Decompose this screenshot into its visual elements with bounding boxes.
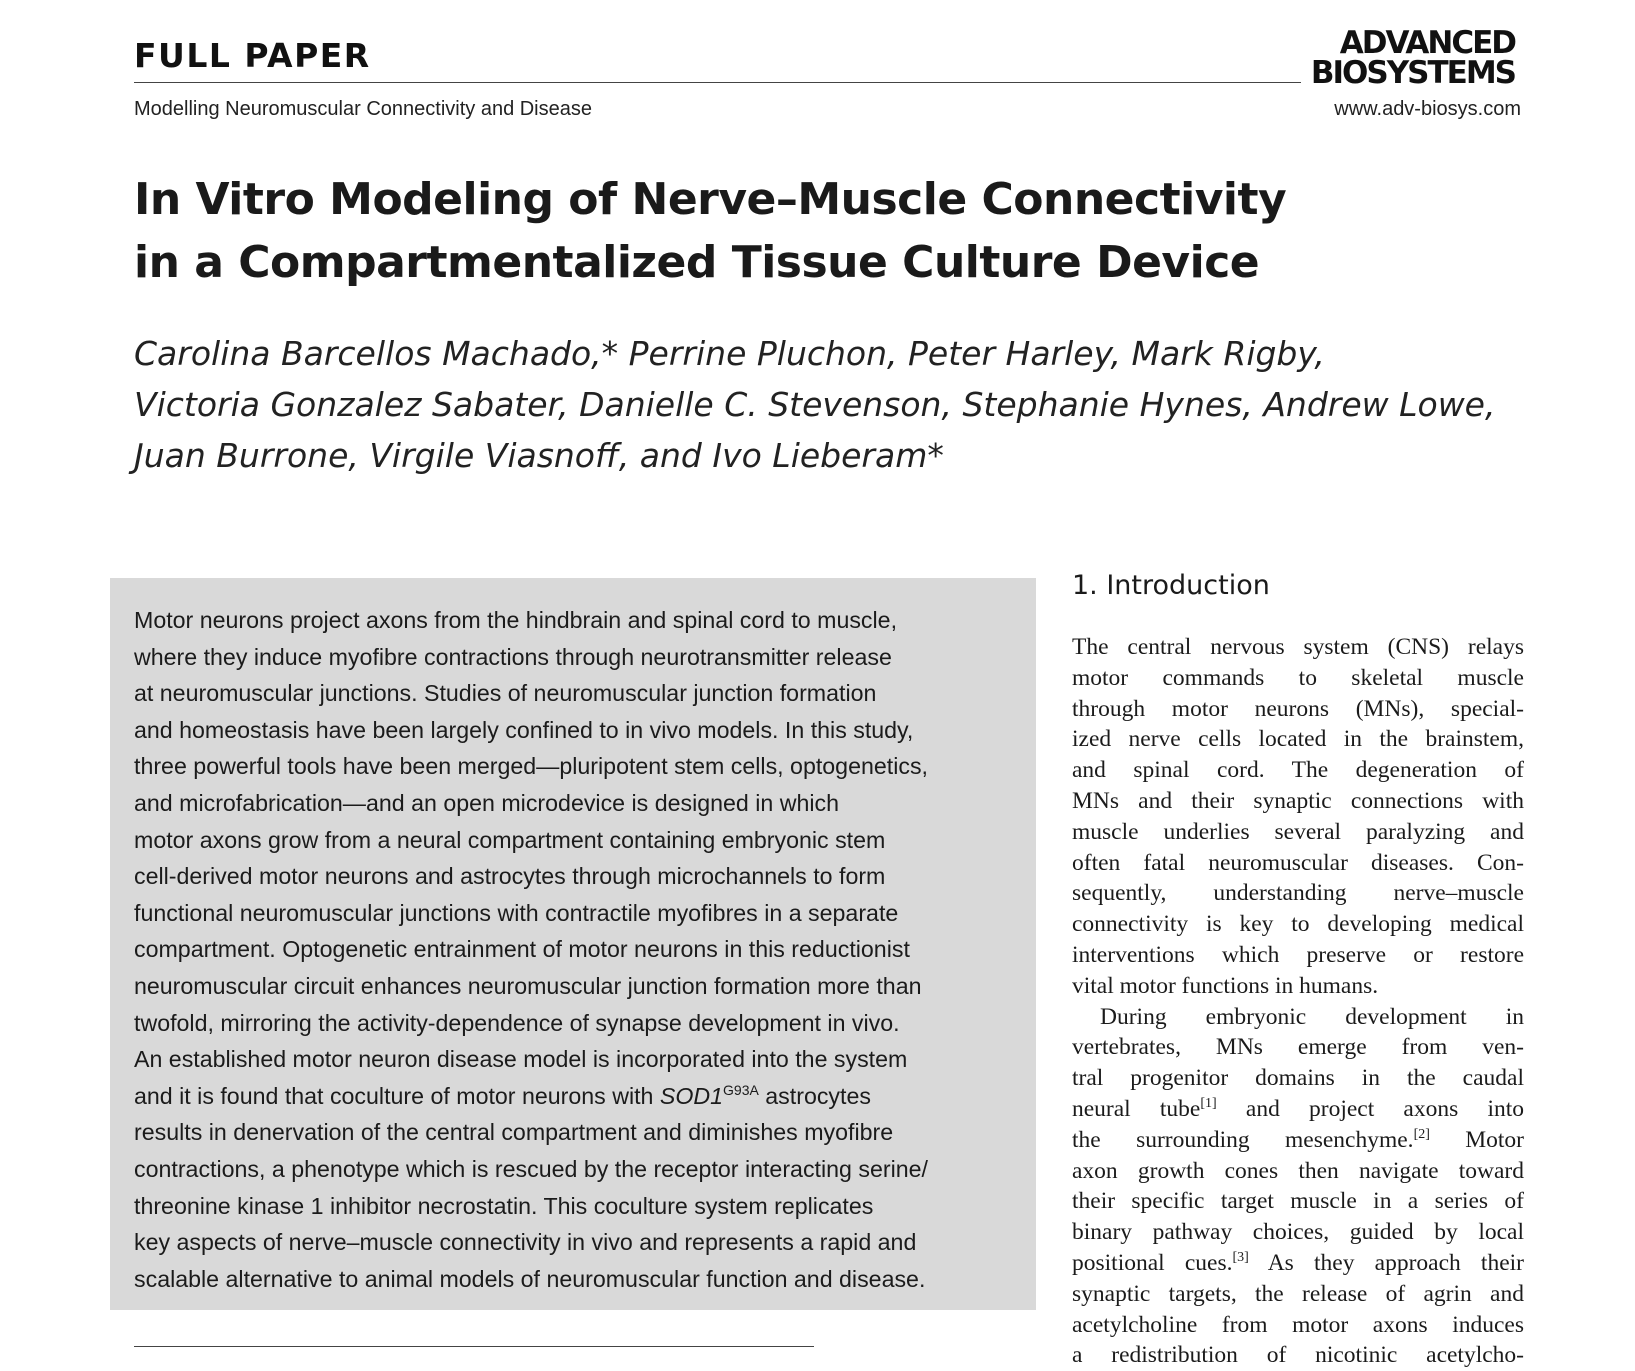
citation-ref[interactable]: [1] [1200,1095,1217,1111]
body-line [1072,1125,1524,1156]
abstract-line: An established motor neuron disease model is incorporated into the system [134,1046,908,1073]
author-line: Victoria Gonzalez Sabater, Danielle C. Stevenson, Stephanie Hynes, Andrew Lowe, [134,385,1496,424]
running-head: Modelling Neuromuscular Connectivity and Disease [134,98,592,120]
abstract-line: compartment. Optogenetic entrainment of motor neurons in this reductionist [134,936,910,963]
footnote-rule [134,1346,814,1347]
body-line: through motor neurons (MNs), special- [1072,695,1524,722]
abstract-line: neuromuscular circuit enhances neuromuscular junction formation more than [134,972,922,999]
body-line: axon growth cones then navigate toward [1072,1157,1524,1184]
title-line: in a Compartmentalized Tissue Culture Device [134,237,1260,288]
journal-logo [1305,25,1515,91]
body-line-text: Motor [1429,1126,1524,1153]
body-line: vital motor functions in humans. [1072,972,1379,999]
author-list [134,328,1554,481]
body-line: connectivity is key to developing medical [1072,911,1524,938]
body-line: interventions which preserve or restore [1072,941,1524,968]
body-line-text: the surrounding mesenchyme. [1072,1126,1414,1153]
body-line: synaptic targets, the release of agrin and [1072,1280,1524,1307]
body-line: their specific target muscle in a series of [1072,1188,1524,1215]
logo-line-2: BIOSYSTEMS [1310,55,1515,91]
body-line-text: and project axons into [1216,1095,1524,1122]
abstract-line: and homeostasis have been largely confined to in vivo models. In this study, [134,716,914,743]
abstract-line [134,1078,1034,1115]
abstract-line: motor axons grow from a neural compartment containing embryonic stem [134,826,886,853]
abstract-line: results in denervation of the central compartment and diminishes myofibre [134,1119,894,1146]
abstract-line: at neuromuscular junctions. Studies of neuromuscular junction formation [134,680,877,707]
body-line: tral progenitor domains in the caudal [1072,1065,1524,1092]
body-line: sequently, understanding nerve–muscle [1072,880,1524,907]
title-line: In Vitro Modeling of Nerve–Muscle Connectivity [134,174,1287,225]
section-label: FULL PAPER [134,36,371,75]
abstract-line: key aspects of nerve–muscle connectivity in vivo and represents a rapid and [134,1229,917,1256]
logo-line-1: ADVANCED [1339,25,1515,61]
abstract-line-text: astrocytes [758,1082,871,1109]
body-line: MNs and their synaptic connections with [1072,787,1524,814]
abstract-text [134,602,1034,1297]
body-line: vertebrates, MNs emerge from ven- [1072,1034,1524,1061]
body-line [1072,1248,1524,1279]
body-line: muscle underlies several paralyzing and [1072,818,1524,845]
body-line: often fatal neuromuscular diseases. Con- [1072,849,1524,876]
introduction-text [1072,632,1524,1371]
author-line: Juan Burrone, Virgile Viasnoff, and Ivo Lieberam* [134,436,944,475]
body-line-text: positional cues. [1072,1249,1233,1276]
body-line: binary pathway choices, guided by local [1072,1219,1524,1246]
journal-url[interactable]: www.adv-biosys.com [1334,98,1521,120]
article-title [134,168,1514,294]
abstract-line: contractions, a phenotype which is rescued by the receptor interacting serine/ [134,1155,928,1182]
body-line: and spinal cord. The degeneration of [1072,757,1524,784]
section-heading-introduction: 1. Introduction [1072,570,1270,601]
body-line: motor commands to skeletal muscle [1072,664,1524,691]
abstract-line: threonine kinase 1 inhibitor necrostatin. This coculture system replicates [134,1192,874,1219]
body-line: The central nervous system (CNS) relays [1072,634,1524,660]
body-line: a redistribution of nicotinic acetylcho- [1072,1342,1524,1369]
body-line: acetylcholine from motor axons induces [1072,1311,1524,1338]
abstract-line: three powerful tools have been merged—pluripotent stem cells, optogenetics, [134,753,928,780]
author-line: Carolina Barcellos Machado,* Perrine Pluchon, Peter Harley, Mark Rigby, [134,334,1325,373]
body-line [1072,1094,1524,1125]
body-line: ized nerve cells located in the brainstem, [1072,726,1524,753]
abstract-line-text: and it is found that coculture of motor neurons with [134,1082,660,1109]
gene-mutation: G93A [723,1081,759,1098]
abstract-line: where they induce myofibre contractions through neurotransmitter release [134,643,892,670]
abstract-line: functional neuromuscular junctions with contractile myofibres in a separate [134,899,899,926]
abstract-line: scalable alternative to animal models of neuromuscular function and disease. [134,1265,926,1292]
abstract-line: Motor neurons project axons from the hindbrain and spinal cord to muscle, [134,607,898,633]
abstract-line: twofold, mirroring the activity-dependence of synapse development in vivo. [134,1009,900,1036]
body-line-text: As they approach their [1248,1249,1524,1276]
gene-name: SOD1 [659,1082,724,1109]
body-line: During embryonic development in [1100,1003,1524,1030]
abstract-line: cell-derived motor neurons and astrocytes through microchannels to form [134,863,886,890]
citation-ref[interactable]: [2] [1413,1126,1430,1142]
citation-ref[interactable]: [3] [1232,1249,1249,1265]
body-line-text: neural tube [1072,1095,1201,1122]
abstract-line: and microfabrication—and an open microdevice is designed in which [134,789,840,816]
header-rule [134,82,1301,83]
